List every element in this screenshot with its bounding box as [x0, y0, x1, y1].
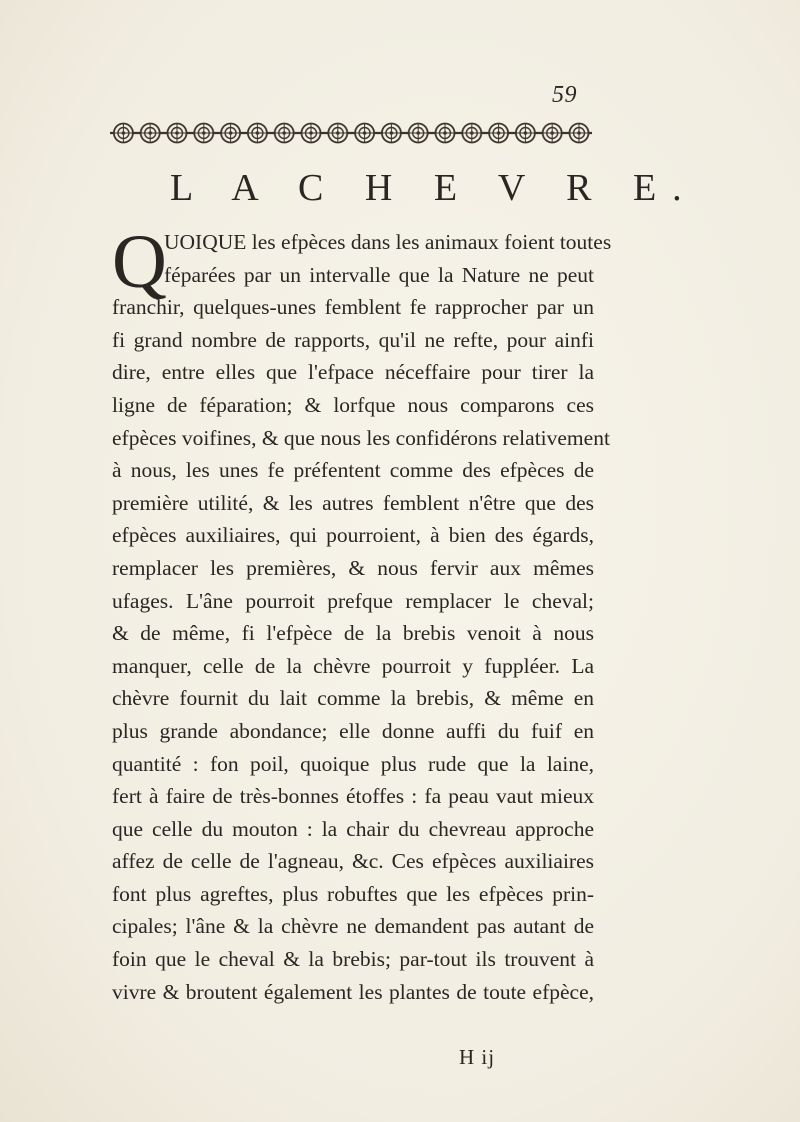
text-line: fert à faire de très-bonnes étoffes : fa peau vaut mieux	[112, 784, 594, 809]
decorative-border-ornament	[110, 118, 592, 148]
text-line: manquer, celle de la chèvre pourroit y fuppléer. La	[112, 653, 594, 678]
text-line: que celle du mouton : la chair du chevreau approche	[112, 816, 594, 841]
text-line: foin que le cheval & la brebis; par-tout ils trouvent à	[112, 947, 594, 972]
text-line: font plus agreftes, plus robuftes que les efpèces prin-	[112, 881, 594, 906]
text-line: cipales; l'âne & la chèvre ne demandent pas autant de	[112, 914, 594, 939]
text-line: chèvre fournit du lait comme la brebis, & même en	[112, 686, 594, 711]
text-line: efpèces voifines, & que nous les confidérons relativement	[112, 425, 610, 450]
text-line: & de même, fi l'efpèce de la brebis venoit à nous	[112, 621, 594, 646]
text-line: franchir, quelques-unes femblent fe rapprocher par un	[112, 295, 594, 320]
body-text	[112, 220, 612, 1008]
text-line: à nous, les unes fe préfentent comme des efpèces de	[112, 458, 594, 483]
text-line: fi grand nombre de rapports, qu'il ne refte, pour ainfi	[112, 327, 594, 352]
text-line: affez de celle de l'agneau, &c. Ces efpèces auxiliaires	[112, 849, 594, 874]
text-line: féparées par un intervalle que la Nature ne peut	[164, 262, 594, 287]
text-line: ligne de féparation; & lorfque nous comparons ces	[112, 392, 594, 417]
text-line: quantité : fon poil, quoique plus rude que la laine,	[112, 751, 594, 776]
text-line: plus grande abondance; elle donne auffi du fuif en	[112, 718, 594, 743]
text-line: dire, entre elles que l'efpace néceffaire pour tirer la	[112, 360, 594, 385]
text-line: efpèces auxiliaires, qui pourroient, à bien des égards,	[112, 523, 594, 548]
signature-mark: H ij	[459, 1045, 496, 1069]
text-line: vivre & broutent également les plantes de toute efpèce,	[112, 979, 594, 1004]
chapter-title: L A C H E V R E.	[170, 167, 698, 209]
text-line: remplacer les premières, & nous fervir aux mêmes	[112, 555, 594, 580]
text-line: ufages. L'âne pourroit prefque remplacer le cheval;	[112, 588, 594, 613]
page-number: 59	[552, 82, 577, 108]
text-line: UOIQUE les efpèces dans les animaux foient toutes	[164, 230, 612, 254]
text-line: première utilité, & les autres femblent n'être que des	[112, 490, 594, 515]
drop-cap: Q	[112, 220, 167, 304]
